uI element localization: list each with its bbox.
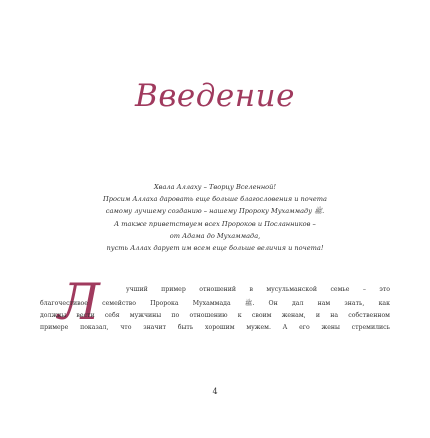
drop-cap-letter: Л [58,273,100,331]
page-number: 4 [212,387,218,396]
prayer-line: пусть Аллах дарует им всем еще больше величия и почета! [106,244,324,253]
opening-prayer [40,181,390,254]
prayer-line: Хвала Аллаху – Творцу Вселенной! [153,183,277,191]
body-text-line: учший пример отношений в мусульманской семье – это [126,286,390,293]
prayer-line: Просим Аллаха даровать еще больше благословения и почета [103,195,327,204]
body-text-line: благочестивое семейство Пророка Мухаммада ﷺ. Он дал нам знать, как [40,300,390,307]
prayer-line: самому лучшему созданию – нашему Пророку Мухаммаду ﷺ. [105,207,325,216]
prayer-line: А также приветствуем всех Пророков и Посланников – [114,219,316,228]
chapter-heading: Введение [135,78,295,114]
body-text-line: должны вести себя мужчины по отношению к своим женам, и на собственном [40,312,390,319]
prayer-line: от Адама до Мухаммада, [169,231,261,240]
body-text-line: примере показал, что значит быть хорошим мужем. А его жены стремились [40,324,390,331]
